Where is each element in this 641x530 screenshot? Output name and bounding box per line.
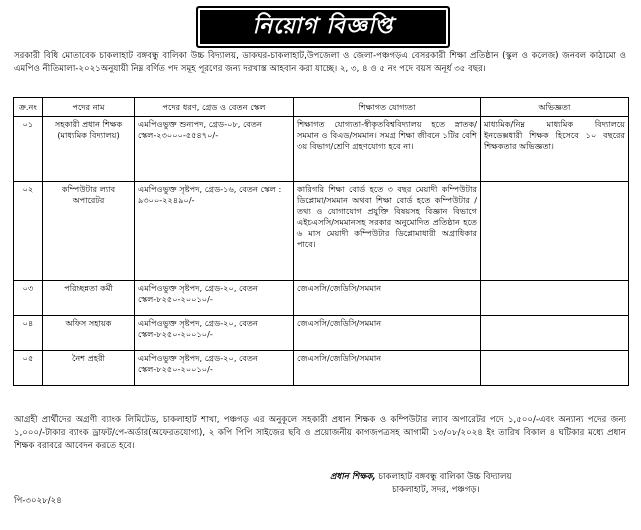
intro-paragraph: সরকারী বিধি মোতাবেক চাকলাহাট বঙ্গবন্ধু বালিকা উচ্চ বিদ্যালয়, ডাকঘর-চাকলাহাট,উপজেলা ও জেলা-পঞ্চগড়এ বেসরকারী শিক্ষা প্রতিষ্ঠান (স্কুল ও কলেজ) জনবল কাঠামো ও এমপিও নীতিমালা-২০২১অনুযায়ী নিম্ন বর্ণিত পদ সমূহ পূরণের জন্য দরখাস্ত আহবান করা যাচ্ছে। ২, ৩, ৪ ও ৫ নং পদে বয়স অনূর্ধ ৩৫ বছর।	[14, 51, 626, 74]
signature-line-2: চাকলাহাট, সদর, পঞ্চগড়।	[392, 485, 480, 495]
row-education: জেএসসি/জেডিসি/সমমান	[294, 281, 481, 316]
row-education: জেএসসি/জেডিসি/সমমান	[294, 351, 481, 386]
row-grade: এমপিওভুক্ত সৃষ্টপদ, গ্রেড-২০, বেতন স্কেল-৮২৫০-২০০১০/-	[135, 351, 294, 386]
row-grade: এমপিওভুক্ত সৃষ্টপদ, গ্রেড-১৬, বেতন স্কেল : ৯৩০০-২২৪৯০/-	[135, 182, 294, 281]
row-education: শিক্ষাগত যোগ্যতা-স্বীকৃতবিশ্ববিদ্যালয় হতে স্নাতক/সমমান ও বিএড/সমমান। সমগ্র শিক্ষা জীবনে ১টির বেশি ৩য় বিভাগ/শ্রেণি গ্রহণযোগ্য হবে না।	[294, 117, 481, 182]
application-instructions: আগ্রহী প্রার্থীদের অগ্রণী ব্যাংক লিমিটেড, চাকলাহাট শাখা, পঞ্চগড় এর অনুকূলে সহকারী প্রধান শিক্ষক ও কম্পিউটার ল্যাব অপারেটর পদে ১,৫০০/-এবং অন্যান্য পদের জন্য ১,০০০/-টাকার ব্যাংক ড্রাফট/পে-অর্ডার(অফেরতযোগ্য), ২ কপি পিপি সাইজের ছবি ও প্রয়োজনীয় কাগজপত্রসহ আগামী ১৩/০৮/২০২৪ ইং তারিখ বিকাল ৪ ঘটিকার মধ্যে প্রধান শিক্ষক বরাবরে আবেদন করতে হবে।	[14, 415, 626, 451]
table-row	[14, 316, 629, 351]
row-serial: ০১	[14, 117, 43, 182]
row-experience	[481, 351, 629, 386]
header-serial: ক্র.নং	[14, 98, 43, 117]
notice-title: নিয়োগ বিজ্ঞপ্তি	[196, 6, 450, 48]
row-education: কারিগরি শিক্ষা বোর্ড হতে ৩ বছর মেয়াদী কম্পিউটার ডিপ্লোমা/সমমান অথবা শিক্ষা বোর্ড হতে কম্পিউটার /তথ্য ও যোগাযোগ প্রযুক্তি বিষয়সহ বিজ্ঞান বিভাগে এইচএসসি/সমমানসহ সরকার অনুমোদিত প্রতিষ্ঠান হতে ৬ মাস মেয়াদী কম্পিউটার ডিপ্লোমাধারী অগ্রাধিকার পাবে।	[294, 182, 481, 281]
table-header-row	[14, 98, 629, 117]
row-grade: এমপিওভুক্ত সৃষ্টপদ, গ্রেড-২০, বেতন স্কেল-৮২৫০-২০০১০/-	[135, 281, 294, 316]
row-experience	[481, 316, 629, 351]
posts-table	[13, 97, 629, 386]
table-row	[14, 117, 629, 182]
row-education: জেএসসি/জেডিসি/সমমান	[294, 316, 481, 351]
row-experience: মাধ্যমিক/নিম্ন মাধ্যমিক বিদ্যালয়ে ইনডেক্সধারী শিক্ষক হিসেবে ১০ বছরের শিক্ষকতার অভিজ্ঞতা।	[481, 117, 629, 182]
row-grade: এমপিওভুক্ত শুন্যপদ, গ্রেড-০৮, বেতন স্কেল-২৩০০০-৫৫৪৭০/-	[135, 117, 294, 182]
row-post: পরিচ্ছন্নতা কর্মী	[43, 281, 135, 316]
row-serial: ০২	[14, 182, 43, 281]
row-post: অফিস সহায়ক	[43, 316, 135, 351]
row-experience	[481, 281, 629, 316]
signature-line-1: চাকলাহাট বঙ্গবন্ধু বালিকা উচ্চ বিদ্যালয়	[378, 472, 512, 482]
row-serial: ০৪	[14, 316, 43, 351]
table-row	[14, 281, 629, 316]
header-grade: পদের ধরণ, গ্রেড ও বেতন স্কেল	[135, 98, 294, 117]
header-education: শিক্ষাগত যোগ্যতা	[294, 98, 481, 117]
row-post: কম্পিউটার ল্যাব অপারেটর	[43, 182, 135, 281]
reference-number: পি-৩০২৮/২৪	[14, 496, 62, 506]
header-post: পদের নাম	[43, 98, 135, 117]
row-post: নৈশ প্রহরী	[43, 351, 135, 386]
row-serial: ০৫	[14, 351, 43, 386]
signature-title: প্রধান শিক্ষক,	[330, 472, 376, 482]
row-experience	[481, 182, 629, 281]
row-grade: এমপিওভুক্ত সৃষ্টপদ, গ্রেড-২০, বেতন স্কেল-৮২৫০-২০০১০/-	[135, 316, 294, 351]
signature-block	[330, 471, 630, 497]
table-row	[14, 182, 629, 281]
row-serial: ০৩	[14, 281, 43, 316]
table-row	[14, 351, 629, 386]
header-experience: অভিজ্ঞতা	[481, 98, 629, 117]
row-post: সহকারী প্রধান শিক্ষক (মাধ্যমিক বিদ্যালয়)	[43, 117, 135, 182]
